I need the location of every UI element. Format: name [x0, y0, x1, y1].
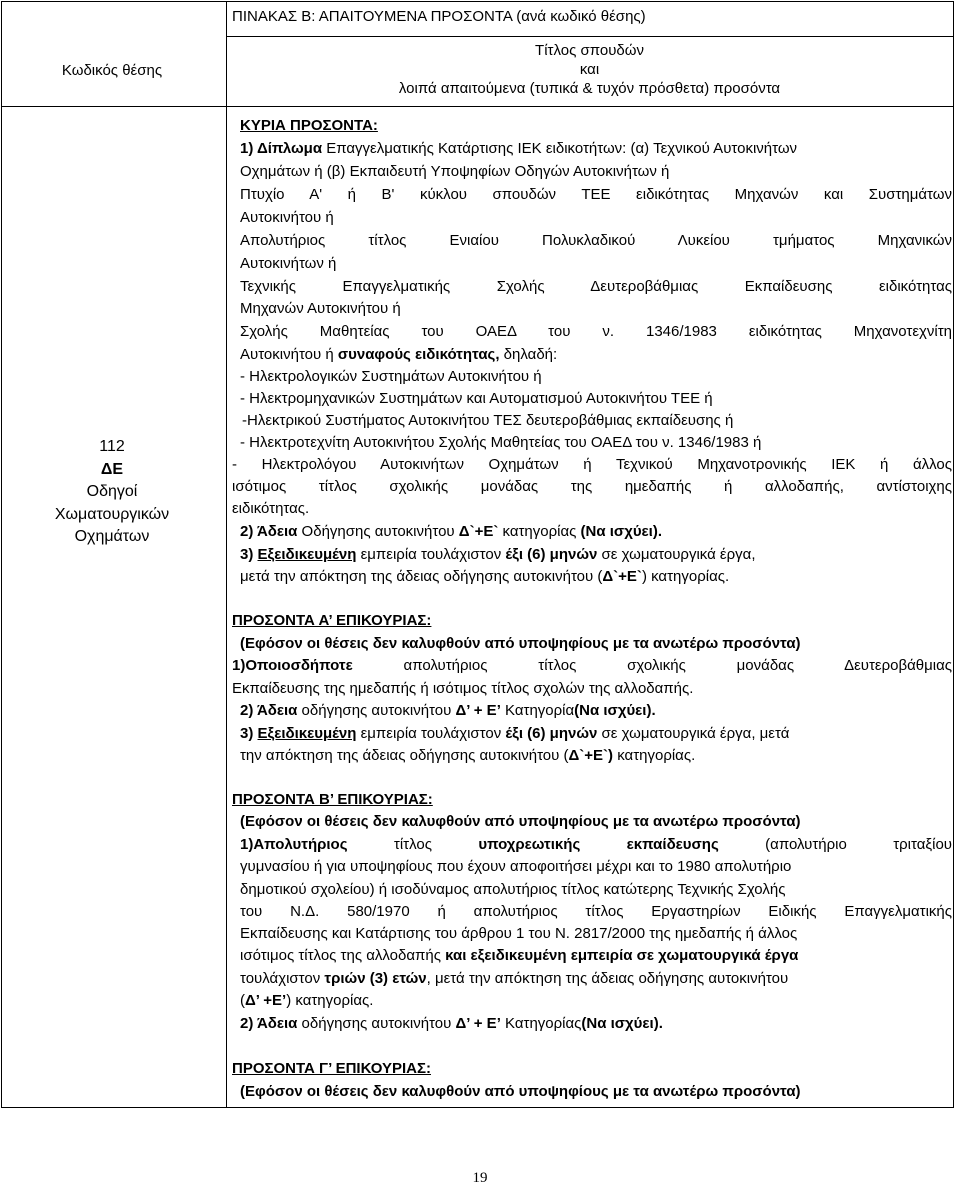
- main-line: 3) Εξειδικευμένη εμπειρία τουλάχιστον έξι (6) μηνών σε χωματουργικά έργα,: [240, 546, 756, 563]
- title-divider: [226, 36, 953, 37]
- main-line: - Ηλεκτρολογικών Συστημάτων Αυτοκινήτου ή: [240, 368, 542, 385]
- aux-b-line: τουλάχιστον τριών (3) ετών, μετά την απόκτηση της άδειας οδήγησης αυτοκινήτου: [240, 970, 789, 987]
- aux-a-line: την απόκτηση της άδειας οδήγησης αυτοκινήτου (Δ`+Ε`) κατηγορίας.: [240, 747, 696, 764]
- aux-b-line: 2) Άδεια οδήγησης αυτοκινήτου Δ’ + Ε’ Κατηγορίας(Να ισχύει).: [240, 1015, 663, 1032]
- main-line: 1) Δίπλωμα Επαγγελματικής Κατάρτισης ΙΕΚ ειδικοτήτων: (α) Τεχνικού Αυτοκινήτων: [240, 140, 798, 157]
- main-line: -Ηλεκτρικού Συστήματος Αυτοκινήτου ΤΕΣ δευτεροβάθμιας εκπαίδευσης ή: [242, 412, 734, 429]
- main-line: Οχημάτων ή (β) Εκπαιδευτή Υποψηφίων Οδηγών Αυτοκινήτων ή: [240, 163, 670, 180]
- aux-a-note: (Εφόσον οι θέσεις δεν καλυφθούν από υποψηφίους με τα ανωτέρω προσόντα): [240, 635, 801, 652]
- aux-b-line: δημοτικού σχολείου) ή ισοδύναμος απολυτήριος τίτλος κατώτερης Τεχνικής Σχολής: [240, 881, 786, 898]
- main-line: 2) Άδεια Οδήγησης αυτοκινήτου Δ`+Ε` κατηγορίας (Να ισχύει).: [240, 523, 663, 540]
- main-line: Σχολής Μαθητείας του ΟΑΕΔ του ν. 1346/1983 ειδικότητας Μηχανοτεχνίτη: [240, 323, 952, 340]
- aux-c-note: (Εφόσον οι θέσεις δεν καλυφθούν από υποψηφίους με τα ανωτέρω προσόντα): [240, 1083, 801, 1100]
- main-line: - Ηλεκτρομηχανικών Συστημάτων και Αυτοματισμού Αυτοκινήτου ΤΕΕ ή: [240, 390, 713, 407]
- main-line: Τεχνικής Επαγγελματικής Σχολής Δευτεροβάθμιας Εκπαίδευσης ειδικότητας: [240, 278, 952, 295]
- main-line: ειδικότητας.: [232, 500, 310, 517]
- aux-a-line: 2) Άδεια οδήγησης αυτοκινήτου Δ’ + Ε’ Κατηγορία(Να ισχύει).: [240, 702, 656, 719]
- main-line: Αυτοκινήτου ή συναφούς ειδικότητας, δηλαδή:: [240, 346, 558, 363]
- aux-a-line: 3) Εξειδικευμένη εμπειρία τουλάχιστον έξι (6) μηνών σε χωματουργικά έργα, μετά: [240, 725, 790, 742]
- aux-b-line: του Ν.Δ. 580/1970 ή απολυτήριος τίτλος Εργαστηρίων Ειδικής Επαγγελματικής: [240, 903, 952, 920]
- main-line: ισότιμος τίτλος σχολικής μονάδας της ημεδαπής ή αλλοδαπής, αντίστοιχης: [232, 478, 952, 495]
- aux-a-heading: ΠΡΟΣΟΝΤΑ Α’ ΕΠΙΚΟΥΡΙΑΣ:: [232, 612, 432, 629]
- main-line: - Ηλεκτρολόγου Αυτοκινήτων Οχημάτων ή Τεχνικού Μηχανοτρονικής ΙΕΚ ή άλλος: [232, 456, 952, 473]
- column-divider: [226, 2, 227, 1107]
- main-line: Πτυχίο Α' ή Β' κύκλου σπουδών ΤΕΕ ειδικότητας Μηχανών και Συστημάτων: [240, 186, 952, 203]
- header-qualifications: Τίτλος σπουδών και λοιπά απαιτούμενα (τυπικά & τυχόν πρόσθετα) προσόντα: [398, 42, 781, 97]
- main-line: Απολυτήριος τίτλος Ενιαίου Πολυκλαδικού Λυκείου τμήματος Μηχανικών: [240, 232, 952, 249]
- aux-b-line: Εκπαίδευσης και Κατάρτισης του άρθρου 1 του Ν. 2817/2000 της ημεδαπής ή άλλος: [240, 925, 798, 942]
- main-line: μετά την απόκτηση της άδειας οδήγησης αυτοκινήτου (Δ`+Ε`) κατηγορίας.: [240, 568, 730, 585]
- main-line: Αυτοκινήτων ή: [240, 255, 337, 272]
- page-number: 19: [472, 1170, 488, 1186]
- aux-b-note: (Εφόσον οι θέσεις δεν καλυφθούν από υποψηφίους με τα ανωτέρω προσόντα): [240, 813, 801, 830]
- position-code: 112 ΔΕ Οδηγοί Χωματουργικών Οχημάτων: [54, 438, 170, 545]
- table-title: ΠΙΝΑΚΑΣ Β: ΑΠΑΙΤΟΥΜΕΝΑ ΠΡΟΣΟΝΤΑ (ανά κωδικό θέσης): [232, 8, 646, 25]
- aux-b-line: γυμνασίου ή για υποψηφίους που έχουν αποφοιτήσει μέχρι και το 1980 απολυτήριο: [240, 858, 792, 875]
- aux-a-line: Εκπαίδευσης της ημεδαπής ή ισότιμος τίτλος σχολών της αλλοδαπής.: [232, 680, 694, 697]
- aux-c-heading: ΠΡΟΣΟΝΤΑ Γ’ ΕΠΙΚΟΥΡΙΑΣ:: [232, 1060, 431, 1077]
- main-line: - Ηλεκτροτεχνίτη Αυτοκινήτου Σχολής Μαθητείας του ΟΑΕΔ του ν. 1346/1983 ή: [240, 434, 762, 451]
- aux-b-line: 1)Απολυτήριος τίτλος υποχρεωτικής εκπαίδευσης (απολυτήριο τριταξίου: [240, 836, 952, 853]
- header-position-code: Κωδικός θέσης: [61, 62, 163, 79]
- header-divider: [2, 106, 953, 107]
- aux-b-heading: ΠΡΟΣΟΝΤΑ Β’ ΕΠΙΚΟΥΡΙΑΣ:: [232, 791, 433, 808]
- main-line: Μηχανών Αυτοκινήτου ή: [240, 300, 401, 317]
- aux-b-line: (Δ’ +Ε’) κατηγορίας.: [240, 992, 374, 1009]
- main-line: Αυτοκινήτου ή: [240, 209, 334, 226]
- main-heading: ΚΥΡΙΑ ΠΡΟΣΟΝΤΑ:: [240, 117, 378, 134]
- aux-a-line: 1)Οποιοσδήποτε απολυτήριος τίτλος σχολικής μονάδας Δευτεροβάθμιας: [232, 657, 952, 674]
- aux-b-line: ισότιμος τίτλος της αλλοδαπής και εξειδικευμένη εμπειρία σε χωματουργικά έργα: [240, 947, 799, 964]
